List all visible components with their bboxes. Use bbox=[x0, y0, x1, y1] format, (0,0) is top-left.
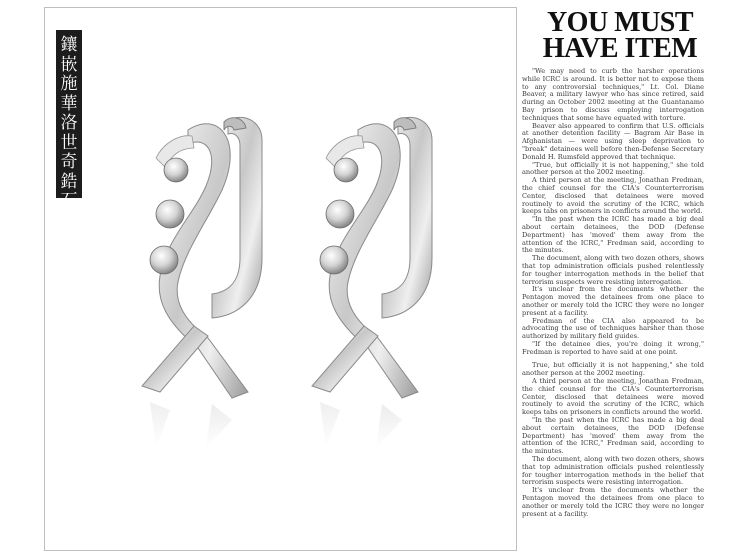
article-paragraph: The document, along with two dozen others, shows that top administration officials pushed relentlessly for tougher interrogation methods in the belief that terrorism suspects were resisting interrogation. bbox=[522, 455, 704, 487]
article-paragraph: It's unclear from the documents whether the Pentagon moved the detainees from one place to another or merely told the ICRC they were no longer present at a facility. bbox=[522, 486, 704, 518]
headline-line-2: HAVE ITEM bbox=[542, 33, 698, 64]
article-paragraph: The document, along with two dozen others, shows that top administration officials pushed relentlessly for tougher interrogation methods in the belief that terrorism suspects were resisting interrogation. bbox=[522, 254, 704, 286]
article-text bbox=[522, 68, 704, 552]
article-paragraph: Beaver also appeared to confirm that U.S. officials at another detention facility — Bagram Air Base in Afghanistan — were using sleep deprivation to "break" detainees well before then-Defense Secretary Donald H. Rumsfeld approved that technique. bbox=[522, 121, 704, 161]
article-paragraph: A third person at the meeting, Jonathan Fredman, the chief counsel for the CIA's Counterterrorism Center, disclosed that detainees were moved routinely to avoid the scrutiny of the ICRC, which keeps tabs on prisoners in conflicts around the world. bbox=[522, 377, 704, 417]
article-paragraph: "If the detainee dies, you're doing it wrong," Fredman is reported to have said at one point. bbox=[522, 339, 704, 356]
product-photo-frame bbox=[44, 7, 517, 551]
headline bbox=[522, 7, 718, 64]
article-paragraph: Fredman of the CIA also appeared to be advocating the use of techniques harsher than those authorized by military field guides. bbox=[522, 316, 704, 341]
article-paragraph: True, but officially it is not happening," she told another person at the 2002 meeting. bbox=[522, 361, 704, 378]
badge-text: 鑲嵌施華洛世奇鋯石 bbox=[60, 35, 78, 211]
headline-line-1: YOU MUST bbox=[546, 7, 694, 38]
vertical-title-badge bbox=[56, 30, 82, 211]
article-paragraph: "True, but officially it is not happening," she told another person at the 2002 meeting. bbox=[522, 160, 704, 177]
article-paragraph: "We may need to curb the harsher operations while ICRC is around. It is better not to expose them to any controversial techniques," Lt. Col. Diane Beaver, a military lawyer who has since retired, said during an October 2002 meeting at the Guantanamo Bay prison to discuss employing interrogation techniques that some have equated with torture. bbox=[522, 68, 704, 122]
article-paragraph: "In the past when the ICRC has made a big deal about certain detainees, the DOD (Defense Department) has 'moved' them away from the attention of the ICRC," Fredman said, according to the minutes. bbox=[522, 416, 704, 456]
article-paragraph: "In the past when the ICRC has made a big deal about certain detainees, the DOD (Defense Department) has 'moved' them away from the attention of the ICRC," Fredman said, according to the minutes. bbox=[522, 215, 704, 255]
article-paragraph: A third person at the meeting, Jonathan Fredman, the chief counsel for the CIA's Counterterrorism Center, disclosed that detainees were moved routinely to avoid the scrutiny of the ICRC, which keeps tabs on prisoners in conflicts around the world. bbox=[522, 176, 704, 216]
article-paragraph: It's unclear from the documents whether the Pentagon moved the detainees from one place to another or merely told the ICRC they were no longer present at a facility. bbox=[522, 285, 704, 317]
